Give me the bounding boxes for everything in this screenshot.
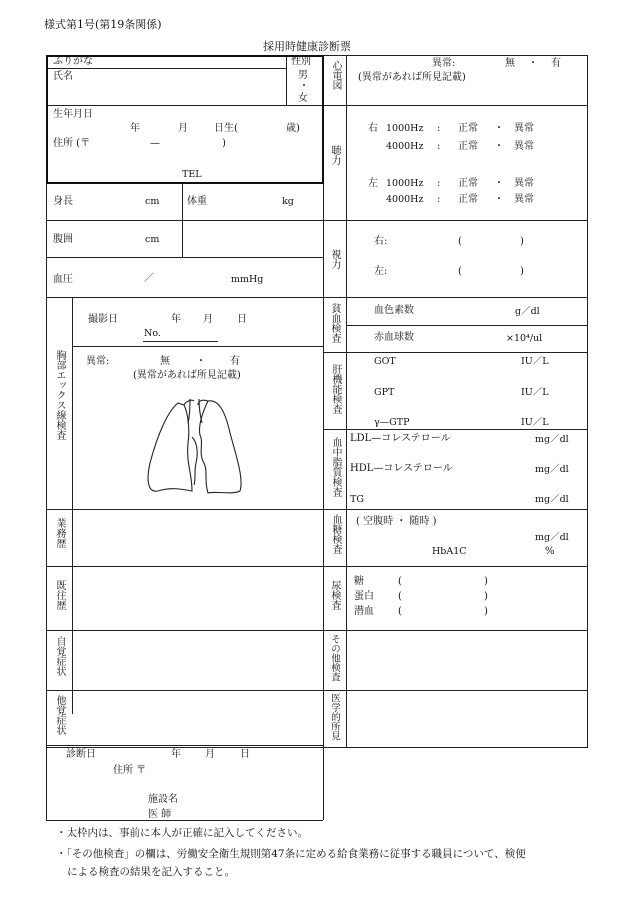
liver-label: 肝機能検査 — [330, 364, 341, 414]
urine-label: 尿検査 — [329, 580, 340, 610]
birth-day: 日生( — [214, 123, 238, 134]
hearing-abnormal-l1: 異常 — [514, 178, 534, 189]
form-title: 採用時健康診断票 — [263, 40, 351, 53]
ecg-yes: 有 — [551, 58, 561, 69]
lungs-diagram — [138, 393, 254, 497]
address-dash: — — [150, 138, 160, 149]
urine-blood: 潜血 — [354, 606, 374, 617]
diag-date-label: 診断日 — [66, 749, 96, 760]
diag-day: 日 — [240, 749, 250, 760]
vision-r-close: ) — [520, 236, 524, 247]
sex-female: 女 — [298, 93, 308, 104]
hearing-normal-r2: 正常 — [458, 141, 478, 152]
urine-sugar: 糖 — [354, 576, 364, 587]
xray-none: 無 — [160, 356, 170, 367]
address-close: ) — [222, 138, 226, 149]
hb-label: 血色素数 — [374, 305, 414, 316]
age-label: 歳) — [286, 123, 300, 134]
hearing-r4000: 4000Hz — [386, 141, 424, 152]
birth-month: 月 — [178, 123, 188, 134]
urine-protein: 蛋白 — [354, 591, 374, 602]
hearing-normal-l2: 正常 — [458, 194, 478, 205]
ldl-label: LDL—コレステロール — [350, 433, 451, 444]
ldl-unit: mg／dl — [535, 434, 569, 445]
gpt-unit: IU／L — [521, 387, 549, 398]
ecg-note: (異常があれば所見記載) — [358, 72, 466, 83]
hearing-normal-r1: 正常 — [458, 123, 478, 134]
xray-date: 撮影日 — [88, 314, 118, 325]
sugar-timing: ( 空腹時 ・ 随時 ) — [356, 516, 437, 527]
hearing-right: 右 — [368, 123, 378, 134]
hearing-abnormal-r1: 異常 — [514, 123, 534, 134]
rbc-label: 赤血球数 — [374, 332, 414, 343]
hearing-dot-l1: ・ — [494, 178, 504, 189]
vision-right: 右: — [374, 236, 388, 247]
hearing-l4000: 4000Hz — [386, 194, 424, 205]
hearing-label: 聴力 — [329, 145, 340, 165]
hearing-colon-r2: : — [437, 141, 441, 152]
work-history-label: 業務歴 — [54, 518, 65, 548]
past-history-label: 既往歴 — [54, 580, 65, 610]
note-3: による検査の結果を記入すること。 — [67, 866, 235, 878]
hearing-dot-r2: ・ — [494, 141, 504, 152]
doctor-opinion-label: 医学的所見 — [329, 693, 340, 741]
ecg-dot: ・ — [528, 58, 538, 69]
xray-note: (異常があれば所見記載) — [133, 370, 241, 381]
address-label: 住所 (〒 — [53, 138, 91, 149]
hearing-dot-l2: ・ — [494, 194, 504, 205]
name-label: 氏名 — [53, 71, 73, 82]
tel-label: TEL — [182, 169, 202, 180]
hearing-dot-r1: ・ — [494, 123, 504, 134]
height-label: 身長 — [53, 196, 73, 207]
hdl-unit: mg／dl — [535, 464, 569, 475]
vision-label: 視力 — [329, 249, 340, 269]
hearing-normal-l1: 正常 — [458, 178, 478, 189]
hearing-left: 左 — [368, 178, 378, 189]
anemia-label: 貧血検査 — [329, 303, 340, 343]
xray-abnormal: 異常: — [86, 356, 110, 367]
facility-label: 施設名 — [148, 794, 178, 805]
gpt-label: GPT — [374, 387, 395, 398]
xray-dot: ・ — [196, 356, 206, 367]
urine-protein-close: ) — [484, 591, 488, 602]
birth-label: 生年月日 — [53, 109, 93, 120]
subjective-label: 自覚症状 — [54, 636, 65, 676]
diag-year: 年 — [171, 749, 181, 760]
ggtp-unit: IU／L — [521, 417, 549, 428]
ecg-label: 心電図 — [330, 60, 341, 90]
sex-male: 男 — [298, 70, 308, 81]
urine-sugar-close: ) — [484, 576, 488, 587]
hearing-r1000: 1000Hz — [386, 123, 424, 134]
sugar-unit: mg／dl — [535, 532, 569, 543]
hearing-colon-r1: : — [437, 123, 441, 134]
hba1c-pct: % — [545, 546, 555, 557]
got-unit: IU／L — [521, 356, 549, 367]
hearing-l1000: 1000Hz — [386, 178, 424, 189]
tg-unit: mg／dl — [535, 494, 569, 505]
furigana-label: ふりがな — [53, 56, 93, 67]
urine-sugar-open: ( — [398, 576, 402, 587]
ecg-abnormal: 異常: — [432, 58, 456, 69]
hearing-abnormal-l2: 異常 — [514, 194, 534, 205]
lipid-label: 血中脂質検査 — [330, 437, 341, 497]
hba1c-label: HbA1C — [432, 546, 467, 557]
height-unit: cm — [145, 196, 160, 207]
waist-unit: cm — [145, 234, 160, 245]
sex-label: 性別 — [291, 56, 311, 67]
other-exam-label: その他検査 — [329, 634, 340, 682]
sugar-label: 血糖検査 — [330, 514, 341, 554]
hearing-abnormal-r2: 異常 — [514, 141, 534, 152]
xray-year: 年 — [171, 314, 181, 325]
xray-no: No. — [144, 328, 161, 339]
waist-label: 腹囲 — [53, 234, 73, 245]
urine-blood-close: ) — [484, 606, 488, 617]
hearing-colon-l1: : — [437, 178, 441, 189]
doctor-label: 医 師 — [148, 809, 172, 820]
tg-label: TG — [350, 494, 364, 505]
ecg-none: 無 — [505, 58, 515, 69]
weight-unit: kg — [282, 196, 294, 207]
vision-l-close: ) — [520, 266, 524, 277]
vision-r-open: ( — [458, 236, 462, 247]
weight-label: 体重 — [187, 196, 207, 207]
bp-unit: mmHg — [231, 274, 264, 285]
footer-address: 住所 〒 — [113, 765, 147, 776]
xray-label: 胸部エックス線検査 — [54, 350, 65, 440]
bp-slash: ／ — [144, 273, 154, 284]
hdl-label: HDL—コレステロール — [350, 463, 453, 474]
hearing-colon-l2: : — [437, 194, 441, 205]
xray-day: 日 — [237, 314, 247, 325]
diag-month: 月 — [205, 749, 215, 760]
note-1: ・太枠内は、事前に本人が正確に記入してください。 — [56, 827, 308, 839]
urine-blood-open: ( — [398, 606, 402, 617]
form-number: 様式第1号(第19条関係) — [44, 18, 162, 31]
urine-protein-open: ( — [398, 591, 402, 602]
objective-label: 他覚症状 — [54, 695, 65, 735]
got-label: GOT — [374, 356, 396, 367]
vision-left: 左: — [374, 266, 388, 277]
vision-l-open: ( — [458, 266, 462, 277]
note-2: ・「その他検査」の欄は、労働安全衛生規則第47条に定める給食業務に従事する職員について、検便 — [56, 848, 526, 860]
ggtp-label: γ—GTP — [374, 417, 410, 428]
bp-label: 血圧 — [53, 274, 73, 285]
rbc-unit: ×10⁴/ul — [506, 333, 543, 344]
hb-unit: g／dl — [515, 306, 540, 317]
sex-dot: ・ — [299, 81, 309, 92]
xray-yes: 有 — [230, 356, 240, 367]
xray-month: 月 — [203, 314, 213, 325]
birth-year: 年 — [130, 123, 140, 134]
